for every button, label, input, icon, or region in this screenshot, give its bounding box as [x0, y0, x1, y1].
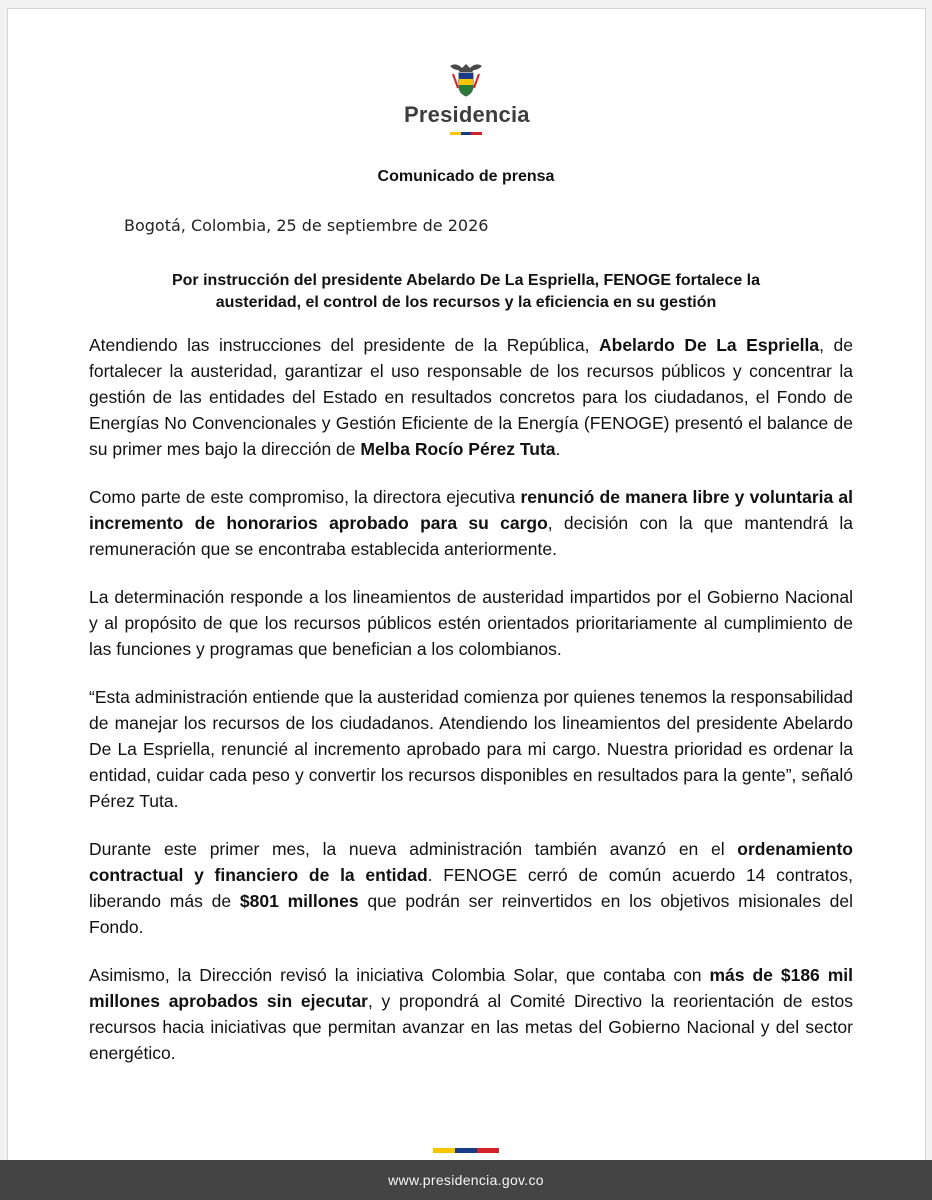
- paragraph: [89, 684, 853, 814]
- text-run: Durante este primer mes, la nueva administración también avanzó en el: [89, 839, 738, 859]
- text-run: .: [555, 439, 561, 459]
- presidencia-logo: [404, 60, 528, 140]
- logo-flag-stripe: [450, 132, 482, 135]
- text-run: . FENOGE cerró de común acuerdo 14 contratos, liberando más de: [89, 865, 853, 911]
- paragraph: [89, 962, 853, 1066]
- logo-text: Presidencia: [404, 102, 530, 127]
- paragraph: [89, 484, 853, 562]
- coat-of-arms-icon: [448, 60, 484, 100]
- text-run: , y propondrá al Comité Directivo la reorientación de estos recursos hacia iniciativas que permitan avanzar en las metas del Gobierno Nacional y del sector energético.: [89, 991, 853, 1063]
- text-run: “Esta administración entiende que la austeridad comienza por quienes tenemos la responsabilidad de manejar los recursos de los ciudadanos. Atendiendo los lineamientos del presidente Abelardo De La Espriella, renuncié al incremento aprobado para mi cargo. Nuestra prioridad es ordenar la entidad, cuidar cada peso y convertir los recursos disponibles en resultados para la gente”, señaló Pérez Tuta.: [89, 687, 853, 811]
- bold-text: ordenamiento contractual y financiero de la entidad: [89, 839, 853, 885]
- text-run: La determinación responde a los lineamientos de austeridad impartidos por el Gobierno Nacional y al propósito de que los recursos públicos estén orientados prioritariamente al cumplimiento de las funciones y programas que benefician a los colombianos.: [89, 587, 853, 659]
- footer-flag-stripe: [433, 1148, 499, 1153]
- document-date: Bogotá, Colombia, 25 de septiembre de 2026: [124, 216, 489, 235]
- bold-text: Melba Rocío Pérez Tuta: [360, 439, 556, 459]
- text-run: , de fortalecer la austeridad, garantizar el uso responsable de los recursos públicos y concentrar la gestión de las entidades del Estado en resultados concretos para los ciudadanos, el Fondo de Energías No Convencionales y Gestión Eficiente de la Energía (FENOGE) presentó el balance de su primer mes bajo la dirección de: [89, 335, 853, 459]
- bold-text: más de $186 mil millones aprobados sin ejecutar: [89, 965, 854, 1011]
- bold-text: Abelardo De La Espriella: [599, 335, 820, 355]
- document-subtitle: Por instrucción del presidente Abelardo De La Espriella, FENOGE fortalece la austeridad, el control de los recursos y la eficiencia en su gestión: [171, 272, 760, 311]
- text-run: Atendiendo las instrucciones del presidente de la República,: [89, 335, 599, 355]
- paragraph: [89, 332, 853, 462]
- bold-text: $801 millones: [239, 891, 359, 911]
- document-heading: Comunicado de prensa: [377, 168, 555, 185]
- text-run: Como parte de este compromiso, la directora ejecutiva: [89, 487, 521, 507]
- document-body: [89, 332, 853, 1088]
- text-run: Asimismo, la Dirección revisó la iniciativa Colombia Solar, que contaba con: [89, 965, 710, 985]
- bold-text: renunció de manera libre y voluntaria al incremento de honorarios aprobado para su cargo: [89, 487, 853, 533]
- text-run: que podrán ser reinvertidos en los objetivos misionales del Fondo.: [89, 891, 853, 937]
- text-run: , decisión con la que mantendrá la remuneración que se encontraba establecida anteriormente.: [89, 513, 853, 559]
- paragraph: [89, 836, 853, 940]
- footer-website-link[interactable]: www.presidencia.gov.co: [388, 1172, 544, 1188]
- paragraph: [89, 584, 853, 662]
